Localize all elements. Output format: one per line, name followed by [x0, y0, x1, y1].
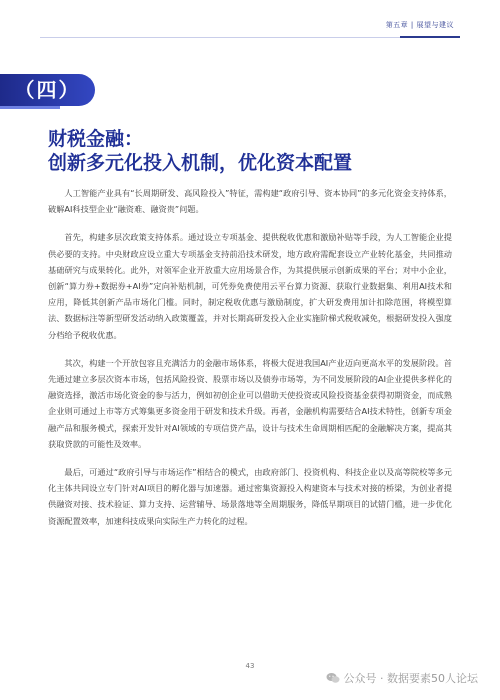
paragraph-policy: 首先，构建多层次政策支持体系。通过设立专项基金、提供税收优惠和激励补贴等手段，为人工智能企业提供必要的支持。中央财政应设立重大专项基金支持前沿技术研发，地方政府需配套设立产业转化基金，共同推动基础研究与成果转化。此外，对领军企业开放重大应用场景合作，为其提供展示创新成果的平台；对中小企业，创新“算力券+数据券+AI券”定向补贴机制，可凭券免费使用云平台算力资源、获取行业数据集、利用AI技术和应用，降低其创新产品市场化门槛。同时，制定税收优惠与激励制度，扩大研发费用加计扣除范围，将模型算法、数据标注等新型研发活动纳入政策覆盖，并对长期高研发投入企业实施阶梯式税收减免，根据研发投入强度分档给予税收优惠。 — [48, 232, 452, 340]
wechat-icon — [326, 672, 340, 684]
section-title-line2: 创新多元化投入机制，优化资本配置 — [48, 152, 353, 174]
paragraph-intro: 人工智能产业具有“长周期研发、高风险投入”特征，需构建“政府引导、资本协同”的多元化资金支持体系，破解AI科技型企业“融资难、融资贵”问题。 — [48, 188, 452, 215]
chapter-label: 第五章 | 展望与建议 — [385, 21, 454, 29]
body-text — [48, 185, 452, 541]
paragraph-incubator: 最后，可通过“政府引导与市场运作”相结合的模式，由政府部门、投资机构、科技企业以及高等院校等多元化主体共同设立专门针对AI项目的孵化器与加速器。通过密集资源投入构建资本与技术对接的桥梁，为创业者提供融资对接、技术验证、算力支持、运营辅导、场景落地等全周期服务，降低早期项目的试错门槛，进一步优化资源配置效率，加速科技成果向实际生产力转化的过程。 — [48, 467, 452, 526]
badge-accent-bar — [0, 106, 60, 109]
section-title-line1: 财税金融： — [48, 128, 144, 150]
page-header — [0, 0, 500, 48]
header-divider — [40, 37, 460, 38]
header-divider-accent — [400, 36, 460, 38]
page-number: 43 — [245, 662, 255, 670]
section-number-badge: （四） — [0, 74, 95, 106]
watermark — [326, 670, 479, 686]
paragraph-finance-market: 其次，构建一个开放包容且充满活力的金融市场体系，将极大促进我国AI产业迈向更高水平的发展阶段。首先通过建立多层次资本市场，包括风险投资、股票市场以及债券市场等，为不同发展阶段的AI企业提供多样化的融资选择，激活市场化资金的参与活力，例如初创企业可以借助天使投资或风险投资基金获得初期资金，而成熟企业则可通过上市等方式筹集更多资金用于研发和技术升级。再者，金融机构需要结合AI技术特性，创新专项金融产品和服务模式，探索开发针对AI领域的专项信贷产品，设计与技术生命周期相匹配的金融解决方案，提高其获取贷款的可能性及效率。 — [48, 357, 452, 449]
watermark-text: 公众号 · 数据要素50人论坛 — [343, 672, 478, 685]
